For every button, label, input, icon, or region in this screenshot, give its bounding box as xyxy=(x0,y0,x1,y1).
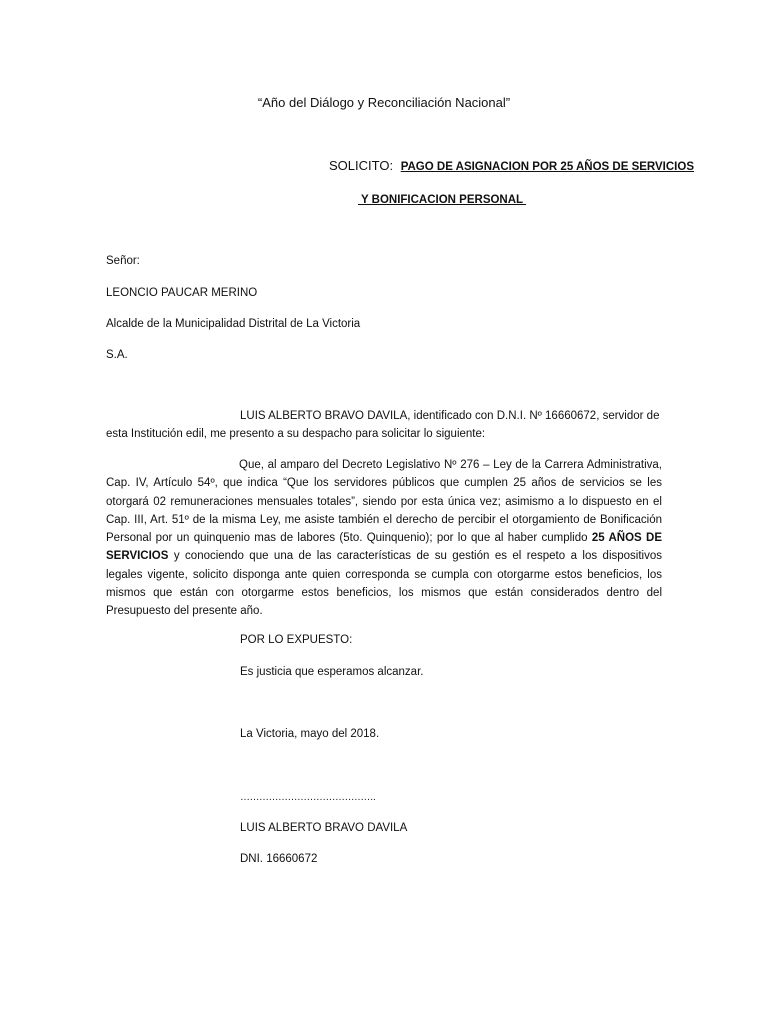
intro-line2: esta Institución edil, me presento a su despacho para solicitar lo siguiente: xyxy=(106,428,486,440)
motto-heading: “Año del Diálogo y Reconciliación Nacional” xyxy=(257,95,511,110)
intro-line1: LUIS ALBERTO BRAVO DAVILA, identificado con D.N.I. Nº 16660672, servidor de xyxy=(240,410,660,422)
place-date: La Victoria, mayo del 2018. xyxy=(240,728,380,740)
main-paragraph xyxy=(106,456,662,621)
subject-text-line2: Y BONIFICACION PERSONAL xyxy=(358,194,527,206)
salutation: Señor: xyxy=(106,255,140,267)
paragraph-text-part2: y conociendo que una de las características de su gestión es el respeto a los dispositivos legales vigente, solicito disponga ante quien corresponda se cumpla con otorgarme estos beneficios, los mismos que están con otorgarme estos beneficios, los mismos que están considerados dentro del Presupuesto del presente año. xyxy=(106,550,662,618)
signature-line: ……………………………………. xyxy=(240,792,376,803)
subject-line xyxy=(329,158,694,175)
recipient-name: LEONCIO PAUCAR MERINO xyxy=(106,287,258,299)
justicia-line: Es justicia que esperamos alcanzar. xyxy=(240,666,424,678)
paragraph-text-part1: Que, al amparo del Decreto Legislativo Nº 276 – Ley de la Carrera Administrativa, Cap. IV, Artículo 54º, que indica “Que los servidores públicos que cumplen 25 años de servicios se les otorgará 02 remuneraciones mensuales totales”, siendo por esta única vez; asimismo a lo dispuesto en el Cap. III, Art. 51º de la misma Ley, me asiste también el derecho de percibir el otorgamiento de Bonificación Personal por un quinquenio mas de labores (5to. Quinquenio); por lo que al haber cumplido xyxy=(106,459,662,545)
subject-text-line1: PAGO DE ASIGNACION POR 25 AÑOS DE SERVICIOS xyxy=(400,161,694,173)
recipient-closing: S.A. xyxy=(106,349,128,361)
subject-label: SOLICITO: xyxy=(329,158,394,173)
paragraph-bold-text: 25 AÑOS DE SERVICIOS xyxy=(106,532,662,563)
recipient-position: Alcalde de la Municipalidad Distrital de La Victoria xyxy=(106,318,361,330)
signer-dni: DNI. 16660672 xyxy=(240,853,318,865)
por-lo-expuesto: POR LO EXPUESTO: xyxy=(240,634,353,646)
signer-name: LUIS ALBERTO BRAVO DAVILA xyxy=(240,822,408,834)
